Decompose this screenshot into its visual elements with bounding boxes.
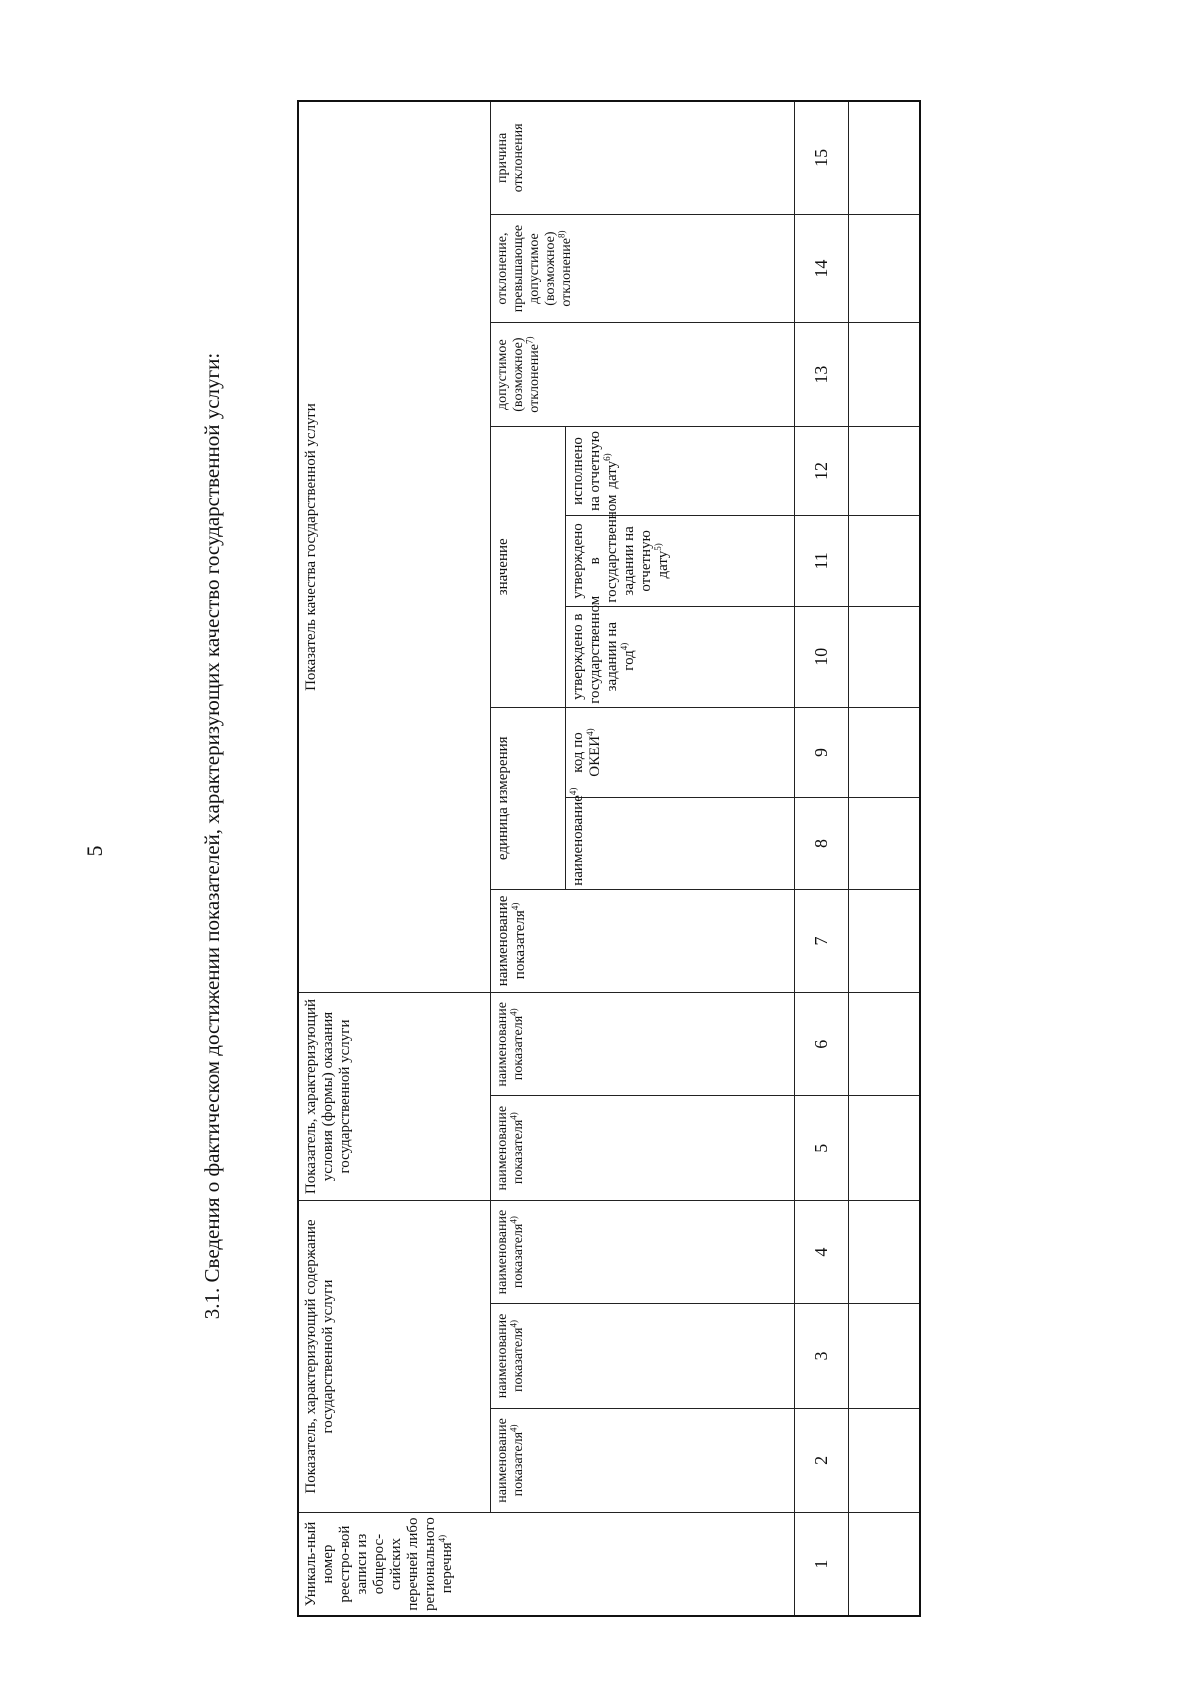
header-col-3: наименование показателя$^{4)}$ <box>490 1304 794 1408</box>
header-col-14: отклонение, превышающее допустимое (возможное) отклонение$^{8)}$ <box>490 214 794 323</box>
column-number: 9 <box>794 707 848 797</box>
header-col-13: допустимое (возможное) отклонение$^{7)}$ <box>490 323 794 426</box>
header-col-5: наименование показателя$^{4)}$ <box>490 1096 794 1200</box>
column-numbers-row <box>794 101 848 1616</box>
header-col-7: наименование показателя$^{4)}$ <box>490 889 794 992</box>
header-quality-group: Показатель качества государственной услуги <box>298 101 490 993</box>
section-heading: 3.1. Сведения о фактическом достижении показателей, характеризующих качество государственной услуги: <box>200 352 224 1320</box>
column-number: 2 <box>794 1408 848 1512</box>
empty-cell <box>848 889 920 992</box>
header-content-group: Показатель, характеризующий содержание государственной услуги <box>298 1200 490 1512</box>
column-number: 15 <box>794 101 848 214</box>
header-col-9: код по ОКЕИ$^{4)}$ <box>565 707 794 797</box>
empty-cell <box>848 707 920 797</box>
column-number: 4 <box>794 1200 848 1303</box>
empty-cell <box>848 1513 920 1616</box>
quality-indicators-table <box>297 100 921 1617</box>
header-unique-number: Уникаль-ный номер реестро-вой записи из общерос-сийских перечней либо регионального перечня$^{4)}$ <box>298 1513 794 1616</box>
empty-cell <box>848 993 920 1096</box>
column-number: 1 <box>794 1513 848 1616</box>
column-number: 5 <box>794 1096 848 1200</box>
empty-cell <box>848 798 920 890</box>
column-number: 14 <box>794 214 848 323</box>
page-number: 5 <box>82 845 107 857</box>
column-number: 12 <box>794 426 848 515</box>
column-number: 10 <box>794 606 848 707</box>
header-conditions-group: Показатель, характеризующий условия (формы) оказания государственной услуги <box>298 993 490 1201</box>
column-number: 13 <box>794 323 848 426</box>
header-col-4: наименование показателя$^{4)}$ <box>490 1200 794 1303</box>
column-number: 6 <box>794 993 848 1096</box>
header-col-12: исполнено на отчетную дату$^{6)}$ <box>565 426 794 515</box>
header-col-11: утверждено в государственном задании на отчетную дату$^{5)}$ <box>565 516 794 606</box>
header-col-2: наименование показателя$^{4)}$ <box>490 1408 794 1512</box>
header-row-2 <box>490 101 565 1616</box>
empty-cell <box>848 1304 920 1408</box>
column-number: 11 <box>794 516 848 606</box>
empty-cell <box>848 101 920 214</box>
header-row-1 <box>298 101 490 1616</box>
column-number: 7 <box>794 889 848 992</box>
empty-cell <box>848 1408 920 1512</box>
rotated-table-wrapper <box>297 100 919 1617</box>
empty-cell <box>848 1096 920 1200</box>
empty-data-row <box>848 101 920 1616</box>
header-value-group: значение <box>490 426 565 707</box>
header-unit-group: единица измерения <box>490 707 565 889</box>
empty-cell <box>848 516 920 606</box>
header-col-15: причина отклонения <box>490 101 794 214</box>
empty-cell <box>848 323 920 426</box>
empty-cell <box>848 426 920 515</box>
empty-cell <box>848 606 920 707</box>
header-col-6: наименование показателя$^{4)}$ <box>490 993 794 1096</box>
header-col-10: утверждено в государственном задании на год$^{4)}$ <box>565 606 794 707</box>
column-number: 8 <box>794 798 848 890</box>
empty-cell <box>848 1200 920 1303</box>
column-number: 3 <box>794 1304 848 1408</box>
header-col-8: наименование$^{4)}$ <box>565 798 794 890</box>
empty-cell <box>848 214 920 323</box>
